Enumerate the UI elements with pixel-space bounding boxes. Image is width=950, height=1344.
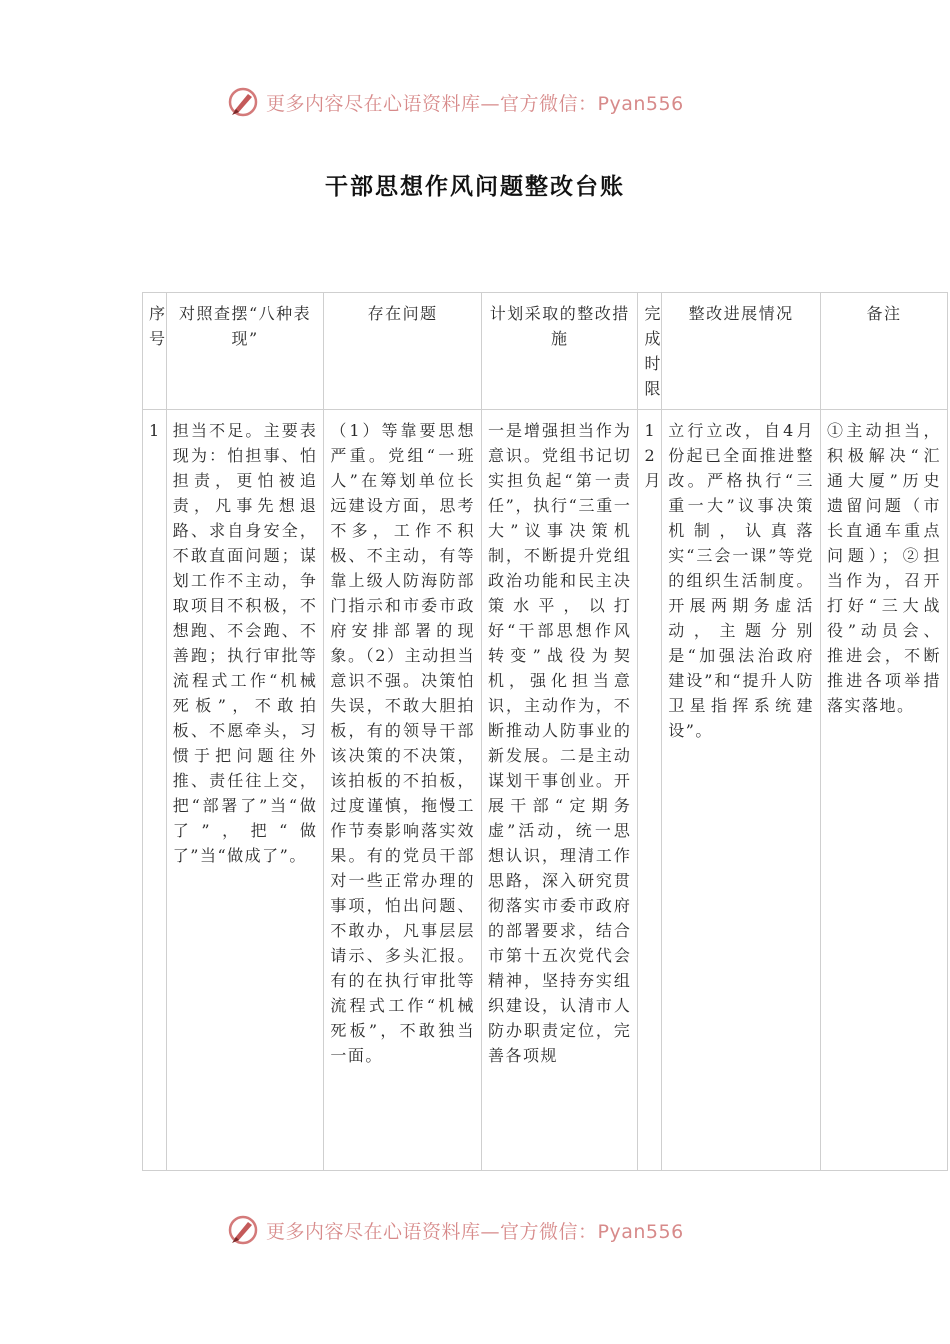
header-problems: 存在问题	[324, 293, 482, 410]
watermark-banner-bottom	[226, 1210, 746, 1250]
pen-logo-icon	[226, 85, 260, 119]
header-remarks: 备注	[820, 293, 947, 410]
table-row	[143, 410, 948, 1171]
cell-seq: 1	[143, 410, 167, 1171]
watermark-banner-top	[226, 82, 746, 122]
cell-performance: 担当不足。主要表现为：怕担事、怕担责，更怕被追责，凡事先想退路、求自身安全，不敢直面问题；谋划工作不主动，争取项目不积极，不想跑、不会跑、不善跑；执行审批等流程式工作“机械死板”，不敢拍板、不愿牵头，习惯于把问题往外推、责任往上交，把“部署了”当“做了”，把“做了”当“做成了”。	[166, 410, 324, 1171]
cell-problems: （1）等靠要思想严重。党组“一班人”在筹划单位长远建设方面，思考不多，工作不积极、不主动，有等靠上级人防海防部门指示和市委市政府安排部署的现象。（2）主动担当意识不强。决策怕失误，不敢大胆拍板，有的领导干部该决策的不决策，该拍板的不拍板，过度谨慎，拖慢工作节奏影响落实效果。有的党员干部对一些正常办理的事项，怕出问题、不敢办，凡事层层请示、多头汇报。有的在执行审批等流程式工作“机械死板”，不敢独当一面。	[324, 410, 482, 1171]
cell-deadline: 12月	[638, 410, 662, 1171]
document-title: 干部思想作风问题整改台账	[325, 174, 625, 200]
header-performance: 对照查摆“八种表现”	[166, 293, 324, 410]
cell-remarks: ①主动担当，积极解决“汇通大厦”历史遗留问题（市长直通车重点问题）；②担当作为，召开打好“三大战役”动员会、推进会，不断推进各项举措落实落地。	[820, 410, 947, 1171]
header-measures: 计划采取的整改措施	[481, 293, 637, 410]
pen-logo-icon	[226, 1213, 260, 1247]
cell-progress: 立行立改，自4月份起已全面推进整改。严格执行“三重一大”议事决策机制，认真落实“三会一课”等党的组织生活制度。开展两期务虚活动，主题分别是“加强法治政府建设”和“提升人防卫星指挥系统建设”。	[662, 410, 821, 1171]
banner-account: Pyan556	[597, 92, 684, 115]
table-header-row	[143, 293, 948, 410]
header-progress: 整改进展情况	[662, 293, 821, 410]
banner-text: 更多内容尽在心语资料库—官方微信：Pyan556	[266, 92, 684, 115]
rectification-ledger-table	[142, 292, 948, 1171]
header-seq: 序号	[143, 293, 167, 410]
banner-text: 更多内容尽在心语资料库—官方微信：Pyan556	[266, 1220, 684, 1243]
header-deadline: 完成时限	[638, 293, 662, 410]
cell-measures: 一是增强担当作为意识。党组书记切实担负起“第一责任”，执行“三重一大”议事决策机制，不断提升党组政治功能和民主决策水平，以打好“干部思想作风转变”战役为契机，强化担当意识，主动作为，不断推动人防事业的新发展。二是主动谋划干事创业。开展干部“定期务虚”活动，统一思想认识，理清工作思路，深入研究贯彻落实市委市政府的部署要求，结合市第十五次党代会精神，坚持夯实组织建设，认清市人防办职责定位，完善各项规	[481, 410, 637, 1171]
banner-account: Pyan556	[597, 1220, 684, 1243]
